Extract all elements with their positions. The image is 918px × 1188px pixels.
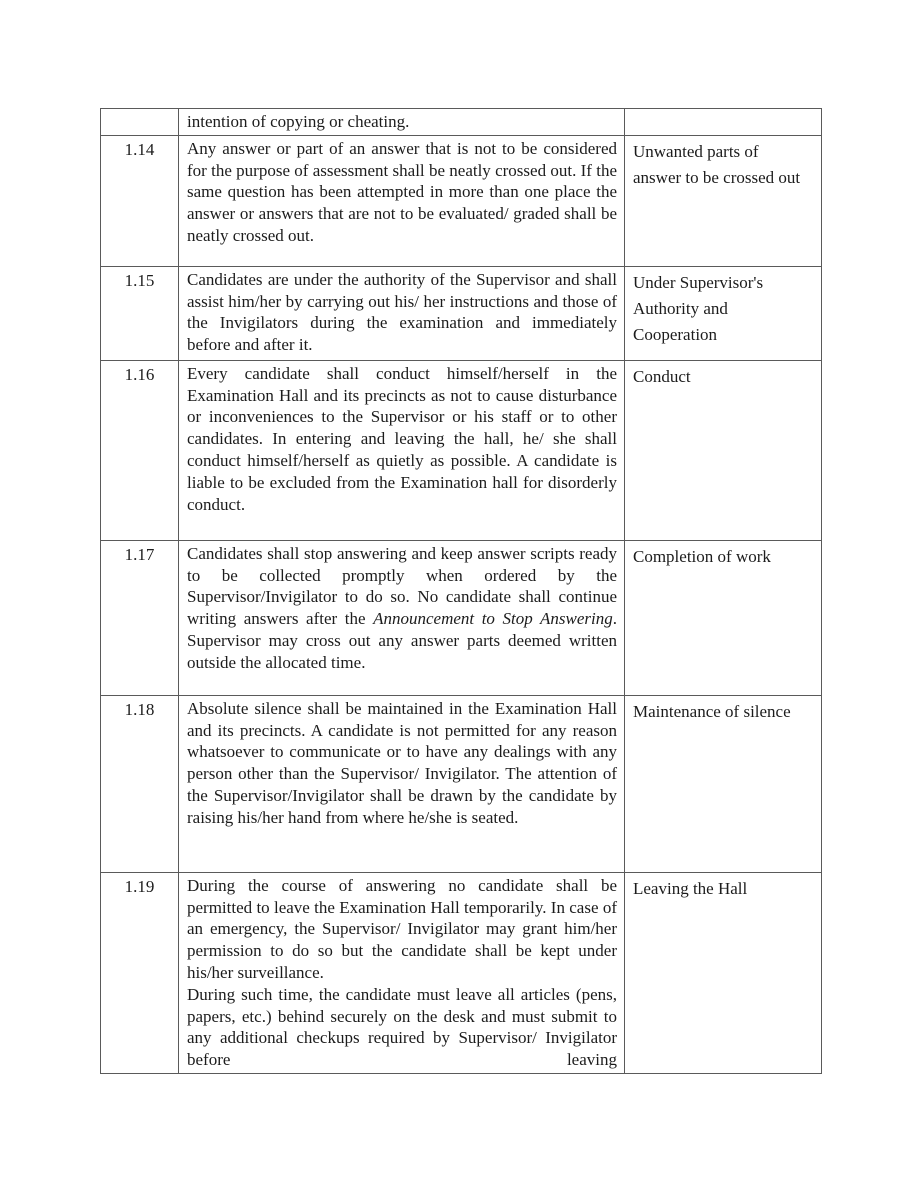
rules-table-body <box>101 109 822 1074</box>
rule-text-cell <box>179 266 625 360</box>
table-row <box>101 872 822 1073</box>
rule-number-cell: 1.16 <box>101 360 179 540</box>
rule-text-segment: Candidates are under the authority of the Supervisor and shall assist him/her by carrying out his/ her instructions and those of the Invigilators during the examination and immediately before and after it. <box>187 269 617 355</box>
rule-text-segment: intention of copying or cheating. <box>187 112 410 131</box>
rule-label-cell: Unwanted parts of answer to be crossed out <box>625 135 822 266</box>
table-row <box>101 540 822 695</box>
table-row <box>101 109 822 136</box>
rule-label-cell: Leaving the Hall <box>625 872 822 1073</box>
rule-text-segment: Announcement to Stop Answering <box>373 609 613 629</box>
table-row <box>101 135 822 266</box>
rule-text-segment: Absolute silence shall be maintained in the Examination Hall and its precincts. A candidate is not permitted for any reason whatsoever to communicate or to have any dealings with any person other than the Supervisor/ Invigilator. The attention of the Supervisor/Invigilator shall be drawn by the candidate by raising his/her hand from where he/she is seated. <box>187 698 617 827</box>
rule-paragraph <box>187 111 617 133</box>
rule-text-segment: Any answer or part of an answer that is not to be considered for the purpose of assessment shall be neatly crossed out. If the same question has been attempted in more than one place the answer or answers that are not to be evaluated/ graded shall be neatly crossed out. <box>187 138 617 245</box>
rule-paragraph <box>187 269 617 356</box>
rule-label-cell: Conduct <box>625 360 822 540</box>
table-row <box>101 266 822 360</box>
rules-table <box>100 108 822 1074</box>
rule-text-cell <box>179 872 625 1073</box>
rule-paragraph <box>187 984 617 1071</box>
rule-text-cell <box>179 360 625 540</box>
rule-text-cell <box>179 109 625 136</box>
rule-paragraph <box>187 875 617 984</box>
rule-number-cell: 1.17 <box>101 540 179 695</box>
rule-label-cell: Completion of work <box>625 540 822 695</box>
rule-text-segment: . Supervisor may cross out any answer parts deemed written outside the allocated time. <box>187 609 617 672</box>
rule-text-segment: Every candidate shall conduct himself/herself in the Examination Hall and its precincts as not to cause disturbance or inconveniences to the Supervisor or his staff or to other candidates. In entering and leaving the hall, he/ she shall conduct himself/herself as quietly as possible. A candidate is liable to be excluded from the Examination hall for disorderly conduct. <box>187 363 617 514</box>
rule-number-cell: 1.15 <box>101 266 179 360</box>
rule-number-cell: 1.19 <box>101 872 179 1073</box>
table-row <box>101 695 822 872</box>
rule-paragraph <box>187 138 617 247</box>
rule-label-cell <box>625 109 822 136</box>
rule-text-segment: During such time, the candidate must leave all articles (pens, papers, etc.) behind securely on the desk and must submit to any additional checkups required by Supervisor/ Invigilator before leaving <box>187 984 617 1070</box>
rule-paragraph <box>187 698 617 829</box>
rule-text-cell <box>179 695 625 872</box>
rule-text-segment: During the course of answering no candidate shall be permitted to leave the Examination Hall temporarily. In case of an emergency, the Supervisor/ Invigilator may grant him/her permission to do so but the candidate shall be kept under his/her surveillance. <box>187 875 617 982</box>
rule-number-cell: 1.18 <box>101 695 179 872</box>
rule-paragraph <box>187 363 617 516</box>
rule-number-cell: 1.14 <box>101 135 179 266</box>
rule-text-cell <box>179 135 625 266</box>
rule-paragraph <box>187 543 617 674</box>
rule-label-cell: Under Supervisor's Authority and Cooperation <box>625 266 822 360</box>
rule-number-cell <box>101 109 179 136</box>
table-row <box>101 360 822 540</box>
rule-label-cell: Maintenance of silence <box>625 695 822 872</box>
rule-text-segment: Candidates shall stop answering and keep answer scripts ready to be collected promptly when ordered by the Supervisor/Invigilator to do so. No candidate shall continue writing answers after the <box>187 543 617 629</box>
rule-text-cell <box>179 540 625 695</box>
